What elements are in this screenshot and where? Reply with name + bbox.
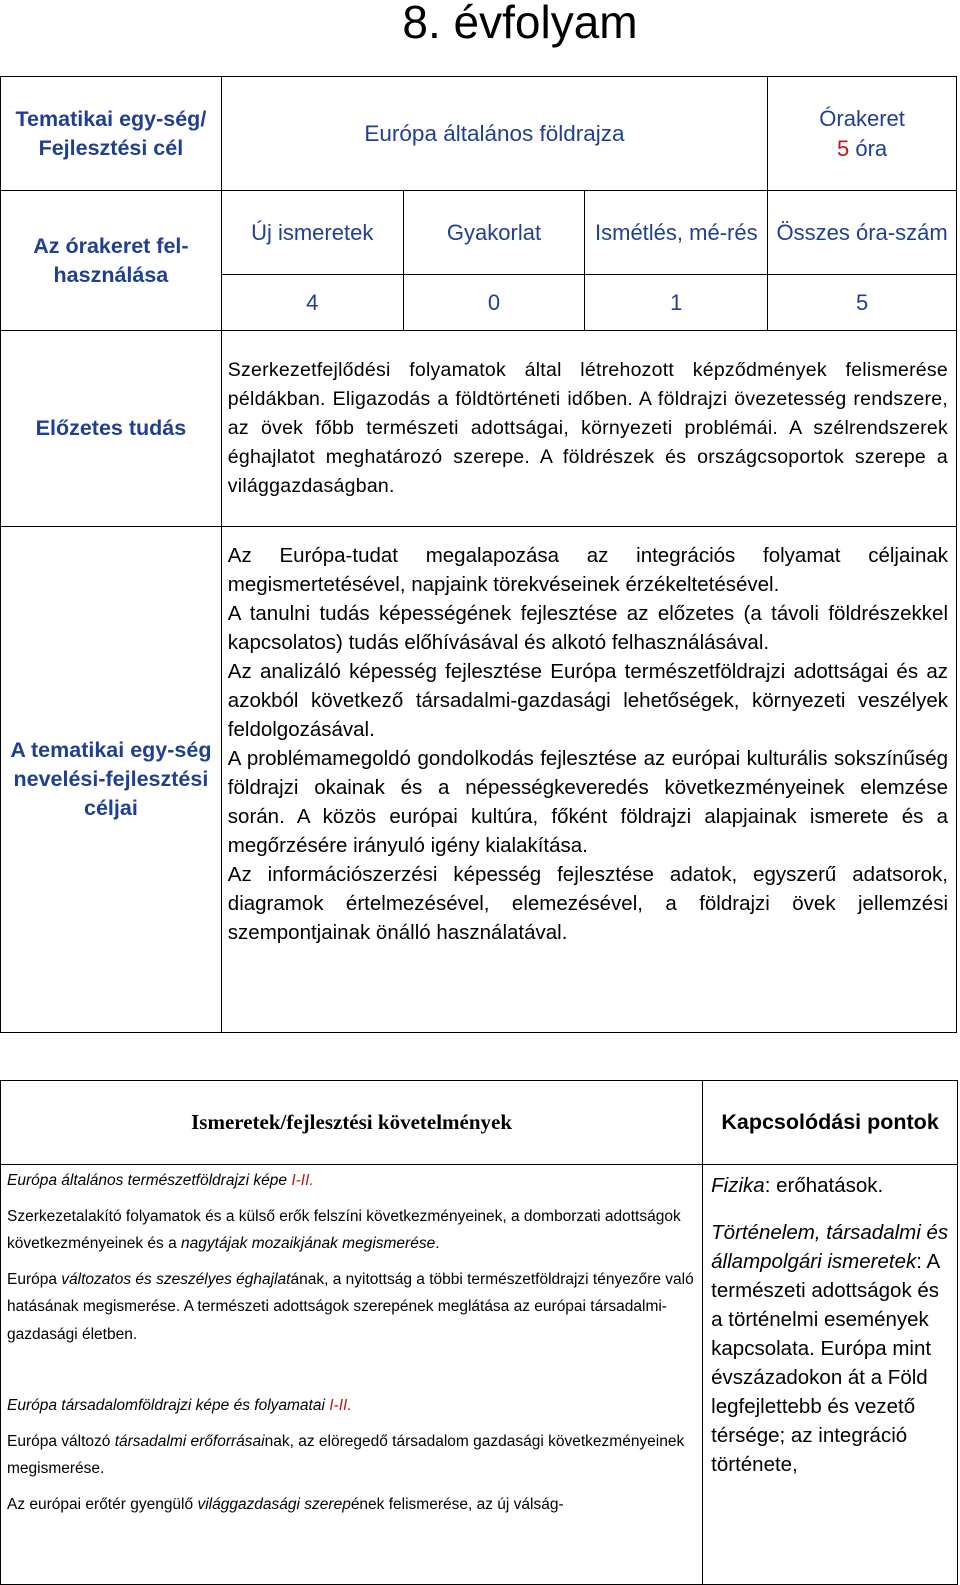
connections-body bbox=[703, 1165, 958, 1585]
subtitle-social-text: Európa társadalomföldrajzi képe és folyamatai bbox=[7, 1397, 330, 1414]
goal-item: Az analizáló képesség fejlesztése Európa természetföldrajzi adottságai és az azokból következő társadalmi-gazdasági lehetőségek, környezeti veszélyek feldolgozásával. bbox=[227, 660, 948, 741]
curriculum-table bbox=[0, 76, 957, 1033]
val-review: 1 bbox=[585, 275, 768, 331]
val-practice: 0 bbox=[403, 275, 585, 331]
col-review: Ismétlés, mé-rés bbox=[585, 191, 768, 275]
connection-physics bbox=[711, 1171, 949, 1200]
row-header-usage-label: Az órakeret fel-használása bbox=[33, 233, 189, 287]
row-header-unit-label: Tematikai egy-ség/ Fejlesztési cél bbox=[15, 106, 207, 160]
paragraph-economy bbox=[7, 1491, 696, 1519]
connection-physics-subject: Fizika bbox=[711, 1174, 765, 1197]
p2-text-a: Európa bbox=[7, 1270, 62, 1288]
paragraph-structure bbox=[7, 1203, 696, 1258]
goal-item: A problémamegoldó gondolkodás fejlesztése az európai kulturális sokszínűség földrajzi okainak és a népességkeveredés következményeinek elemzése során. A közös európai kultúra, főként földrajzi alapjainak ismerete és a megőrzésére irányuló igény kialakítása. bbox=[227, 747, 948, 857]
connections-header: Kapcsolódási pontok bbox=[703, 1081, 958, 1165]
hours-number: 5 bbox=[837, 135, 850, 161]
hours-frame bbox=[768, 77, 957, 191]
p4-text-a: Az európai erőtér gyengülő bbox=[7, 1495, 198, 1513]
connection-history bbox=[711, 1218, 949, 1479]
subtitle-natural bbox=[7, 1167, 696, 1195]
goal-item: Az Európa-tudat megalapozása az integrációs folyamat céljainak megismertetésével, napjaink törekvéseinek érzékeltetésével. bbox=[227, 544, 948, 596]
row-header-unit bbox=[1, 77, 222, 191]
val-total: 5 bbox=[768, 275, 957, 331]
subtitle-social bbox=[7, 1392, 696, 1420]
row-header-prior-label: Előzetes tudás bbox=[35, 416, 187, 440]
goal-item: Az információszerzési képesség fejlesztése adatok, egyszerű adatsorok, diagramok értelmezésével, elemezésével, a földrajzi övek jellemzési szempontjainak önálló használatával. bbox=[227, 863, 948, 944]
p1-italic: nagytájak mozaikjának megismerése bbox=[181, 1235, 436, 1252]
hours-unit: óra bbox=[855, 135, 888, 161]
row-header-goals bbox=[1, 527, 222, 1033]
p4-italic: világgazdasági szerep bbox=[197, 1495, 351, 1513]
val-new-knowledge: 4 bbox=[221, 275, 403, 331]
p3-text-a: Európa változó bbox=[7, 1432, 115, 1450]
p3-italic: társadalmi erőforrásai bbox=[114, 1432, 265, 1450]
connection-history-text: : A természeti adottságok és a történelmi események kapcsolata. Európa mint évszázadokon át a Föld legfejlettebb és vezető térsége; az integráció története, bbox=[711, 1250, 940, 1476]
goals-cell bbox=[221, 527, 956, 1033]
col-total: Összes óra-szám bbox=[768, 191, 957, 275]
requirements-header: Ismeretek/fejlesztési követelmények bbox=[1, 1081, 703, 1165]
row-header-usage bbox=[1, 191, 222, 331]
connection-physics-text: : erőhatások. bbox=[764, 1174, 884, 1197]
goal-item: A tanulni tudás képességének fejlesztése az előzetes (a távoli földrészekkel kapcsolatos) tudás előhívásával és alkotó felhasználásával. bbox=[227, 602, 948, 654]
hours-label: Órakeret bbox=[819, 105, 905, 131]
p3-text-b: nak, az elöregedő társadalom gazdasági következményeinek megismerése. bbox=[7, 1432, 685, 1477]
topic-title: Európa általános földrajza bbox=[221, 77, 767, 191]
hours-value bbox=[768, 134, 956, 164]
p1-text: Szerkezetalakító folyamatok és a külső erők felszíni következményeinek, a domborzati adottságok következményeinek és a bbox=[7, 1207, 681, 1252]
p4-text-b: ének felismerése, az új válság- bbox=[350, 1495, 564, 1513]
col-new-knowledge: Új ismeretek bbox=[221, 191, 403, 275]
p2-italic: változatos és szeszélyes éghajlat bbox=[61, 1270, 291, 1288]
requirements-body bbox=[1, 1165, 703, 1585]
subtitle-natural-range: I-II. bbox=[291, 1172, 314, 1189]
p1-end: . bbox=[435, 1235, 440, 1252]
row-header-goals-label: A tematikai egy-ség nevelési-fejlesztési céljai bbox=[10, 738, 212, 820]
p2-text-b: ának, a nyitottság a többi természetföldrajzi tényezőre való hatásának megismerése. A természeti adottságok szerepének meglátása az európai társadalmi-gazdasági életben. bbox=[7, 1270, 694, 1343]
subtitle-social-range: I-II. bbox=[329, 1397, 352, 1414]
col-practice: Gyakorlat bbox=[403, 191, 585, 275]
paragraph-society bbox=[7, 1428, 696, 1483]
row-header-prior bbox=[1, 331, 222, 527]
prior-knowledge-text: Szerkezetfejlődési folyamatok által létrehozott képződmények felismerése példákban. Eligazodás a földtörténeti időben. A földrajzi övezetesség rendszere, az övek főbb természeti adottságai, környezeti problémái. A szélrendszerek éghajlatot meghatározó szerepe. A földrészek és országcsoportok szerepe a világgazdaságban. bbox=[221, 331, 956, 527]
requirements-table bbox=[0, 1080, 958, 1585]
subtitle-natural-text: Európa általános természetföldrajzi képe bbox=[7, 1172, 292, 1189]
paragraph-climate bbox=[7, 1266, 696, 1349]
page-title: 8. évfolyam bbox=[402, 0, 638, 48]
connection-history-subject: Történelem, társadalmi és állampolgári ismeretek bbox=[711, 1221, 949, 1273]
